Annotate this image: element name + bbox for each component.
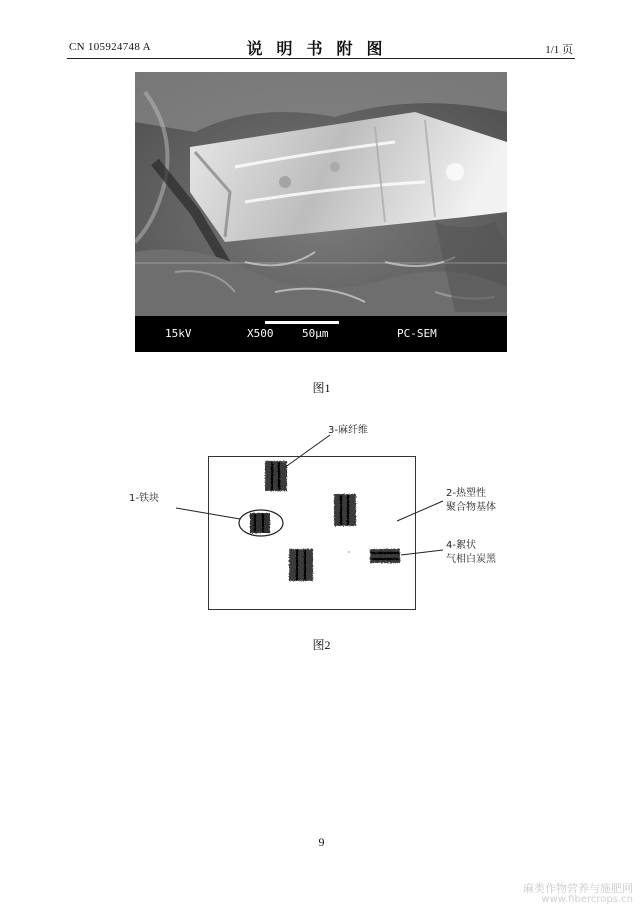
- watermark-url: www.fibercrops.cn: [541, 894, 633, 905]
- figure2-caption: 图2: [312, 638, 331, 652]
- fiber-bundle: [289, 549, 313, 581]
- figure1-caption: 图1: [312, 381, 331, 395]
- label-iron-block: 1-铁块: [129, 493, 159, 504]
- leader-line-hemp-fiber: [284, 435, 330, 468]
- leader-line-iron-block: [176, 508, 240, 519]
- fiber-bundle: [265, 461, 287, 491]
- patent-number: CN 105924748 A: [69, 41, 151, 53]
- page-count: 1/1 页: [545, 44, 573, 56]
- sem-instrument: PC-SEM: [397, 327, 437, 340]
- page-number: 9: [318, 835, 325, 849]
- label-matrix-line2: 聚合物基体: [446, 502, 496, 513]
- matrix-speck: [348, 551, 350, 553]
- sem-scale: 50μm: [302, 327, 329, 340]
- leader-line-fumed-silica: [401, 550, 443, 555]
- hemp-fiber-bundles: [250, 461, 400, 581]
- iron-block: [250, 513, 270, 533]
- page-title: 说明书附图: [246, 39, 397, 58]
- fiber-bundle: [334, 494, 356, 526]
- label-fumed-silica-line1: 4-絮状: [446, 540, 476, 551]
- label-fumed-silica-line2: 气相白炭黑: [446, 554, 496, 565]
- sem-voltage: 15kV: [165, 327, 192, 340]
- leader-line-matrix: [397, 501, 443, 521]
- watermark-text: 麻类作物营养与施肥网: [523, 882, 633, 895]
- sem-magnification: X500: [247, 327, 274, 340]
- label-matrix-line1: 2-热塑性: [446, 488, 486, 499]
- fumed-silica-floc: [370, 549, 400, 563]
- label-hemp-fiber: 3-麻纤维: [328, 425, 368, 436]
